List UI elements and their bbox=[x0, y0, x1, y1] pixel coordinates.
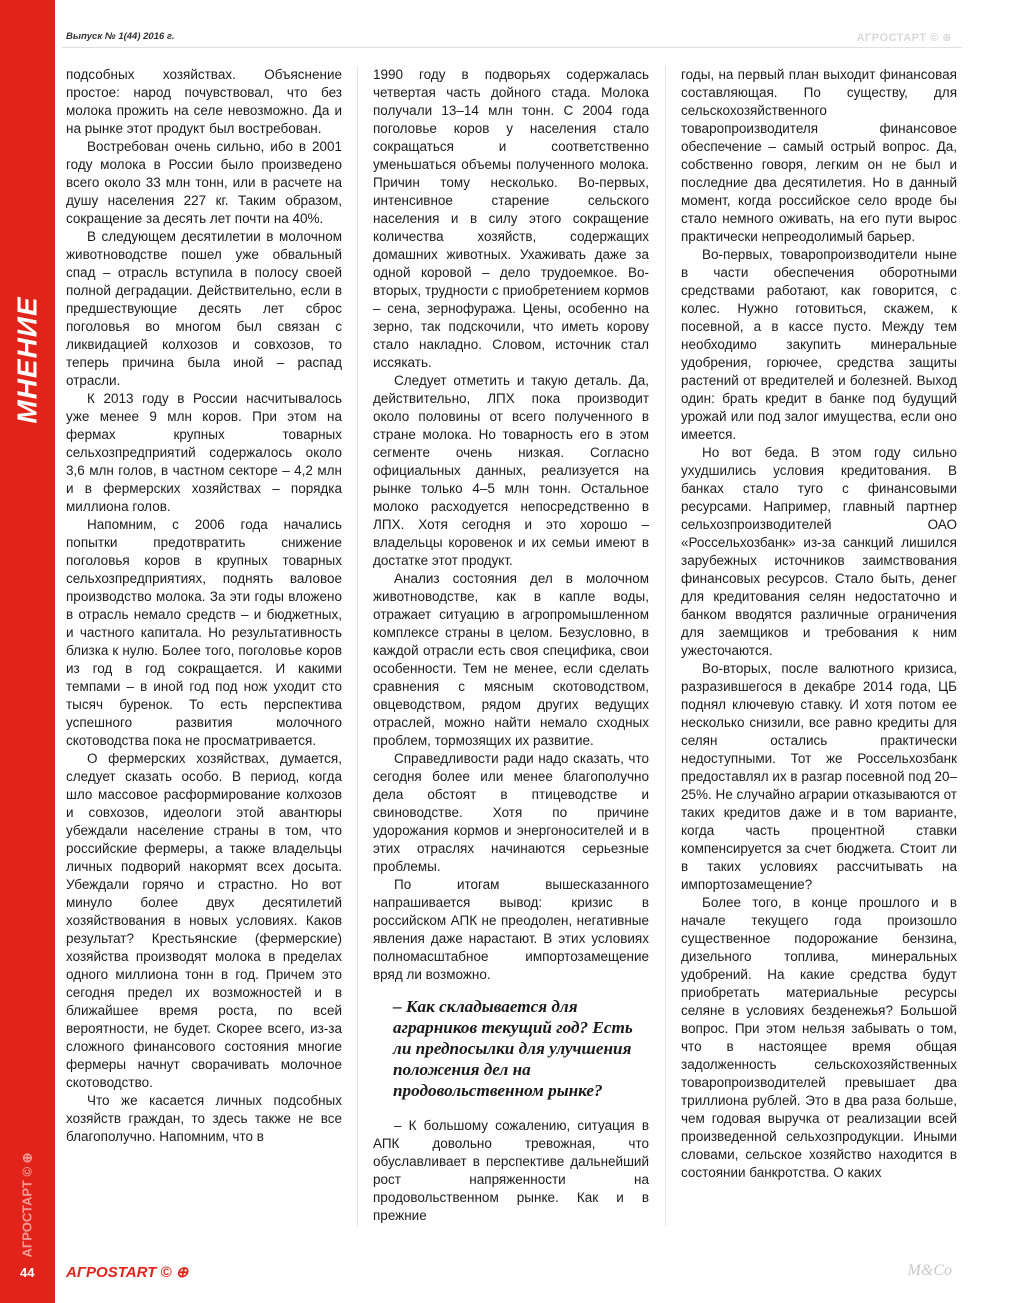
footer-signature: M&Co bbox=[907, 1262, 952, 1279]
footer-logo-part2: START © ⊕ bbox=[107, 1264, 189, 1281]
article-column-2 bbox=[373, 66, 649, 1225]
page-number: 44 bbox=[20, 1265, 35, 1280]
column-divider bbox=[357, 66, 358, 1226]
paragraph: Следует отметить и такую деталь. Да, действительно, ЛПХ пока производит около половины от всего полученного в стране молока. Но товарность его в этом сегменте очень низкая. Согласно официальных данных, реализуется на рынке только 4–5 млн тонн. Остальное молоко расходуется непосредственно в ЛПХ. Хотя сегодня и это хорошо – владельцы коровенок и их семьи имеют в достатке этот продукт. bbox=[373, 373, 649, 568]
header-divider bbox=[62, 47, 962, 48]
paragraph: Справедливости ради надо сказать, что сегодня более или менее благополучно дела обстоят в птицеводстве и свиноводстве. Хотя по причине удорожания кормов и энергоносителей и в этих отраслях начинаются серьезные проблемы. bbox=[373, 751, 649, 874]
paragraph: Напомним, с 2006 года начались попытки предотвратить снижение поголовья коров в крупных товарных сельхозпредприятиях, поднять валовое производство молока. За эти годы вложено в отрасль немало средств – и бюджетных, и частного капитала. Но результативность близка к нулю. Более того, поголовье коров из год в год сокращается. И какими темпами – в иной год под нож уходит сто тысяч буренок. То есть перспектива успешного развития молочного скотоводства пока не просматривается. bbox=[66, 517, 342, 748]
paragraph: К 2013 году в России насчитывалось уже менее 9 млн коров. При этом на фермах крупных товарных сельхозпредприятий содержалось около 3,6 млн голов, в частном секторе – 4,2 млн и в фермерских хозяйствах – порядка миллиона голов. bbox=[66, 391, 342, 514]
interview-question: – Как складывается для аграрников текущий год? Есть ли предпосылки для улучшения положения дел на продовольственном рынке? bbox=[393, 997, 633, 1100]
paragraph: подсобных хозяйствах. Объяснение простое: народ почувствовал, что без молока прожить на селе невозможно. Да и на рынке этот продукт был востребован. bbox=[66, 67, 342, 136]
paragraph: Востребован очень сильно, ибо в 2001 году молока в России было произведено всего около 33 млн тонн, или в расчете на душу населения 227 кг. Таким образом, сокращение за десять лет почти на 40%. bbox=[66, 139, 342, 226]
header-logo: АГРОСТАРТ © ⊕ bbox=[856, 32, 952, 44]
paragraph: В следующем десятилетии в молочном животноводстве пошел уже обвальный спад – отрасль вступила в полосу своей полной деградации. Действительно, если в предшествующие десять лет сброс поголовья во многом был связан с ликвидацией колхозов и совхозов, то теперь причина была иной – распад отрасли. bbox=[66, 229, 342, 388]
paragraph: О фермерских хозяйствах, думается, следует сказать особо. В период, когда шло массовое расформирование колхозов и совхозов, идеологи этой авантюры убеждали население страны в том, что российские фермеры, а также владельцы личных подворий накормят всех досыта. Убеждали горячо и страстно. Но вот минуло более двух десятилетий хозяйствования в новых условиях. Каков результат? Крестьянские (фермерские) хозяйства производят молока в пределах одного миллиона тонн в год. Причем это сегодня предел их возможностей и в ближайшее время роста, по всей вероятности, не будет. Скорее всего, из-за сложного финансового состояния многие фермеры начнут сворачивать молочное скотоводство. bbox=[66, 751, 342, 1090]
article-column-3 bbox=[681, 66, 957, 1182]
paragraph: Более того, в конце прошлого и в начале текущего года произошло существенное подорожание бензина, дизельного топлива, минеральных удобрений. На какие средства будут приобретать материальные ресурсы селяне в условиях безденежья? Большой вопрос. При этом нельзя забывать о том, что в настоящее время общая задолженность сельскохозяйственных товаропроизводителей превышает два триллиона рублей. Это в два раза больше, чем годовая выручка от реализации всей произведенной сельхозпродукции. Иными словами, сельское хозяйство находится в состоянии банкротства. О каких bbox=[681, 895, 957, 1180]
paragraph: Во-первых, товаропроизводители ныне в части обеспечения оборотными средствами работают, как говорится, с колес. Нужно готовиться, скажем, к посевной, а в кассе пусто. Между тем необходимо закупить минеральные удобрения, горючее, средства защиты растений от вредителей и болезней. Выход один: брать кредит в банке под будущий урожай или под залог имущества, если оно имеется. bbox=[681, 247, 957, 442]
article-column-1 bbox=[66, 66, 342, 1146]
section-color-bar bbox=[0, 0, 55, 1303]
paragraph: 1990 году в подворьях содержалась четвертая часть дойного стада. Молока получали 13–14 млн тонн. С 2004 года поголовье коров у населения стало сокращаться и соответственно уменьшаться объемы полученного молока. Причин тому несколько. Во-первых, интенсивное старение сельского населения и в силу этого сокращение количества хозяйств, содержащих домашних животных. Ухаживать даже за одной коровой – дело трудоемкое. Во-вторых, трудности с приобретением кормов – сена, зернофуража. Цены, особенно на зерно, так подскочили, что иметь корову стало накладно. Словом, источник стал иссякать. bbox=[373, 67, 649, 370]
side-logo: АГРОСТАРТ © ⊕ bbox=[20, 1152, 35, 1258]
section-label: МНЕНИЕ bbox=[12, 296, 44, 424]
footer-logo bbox=[66, 1263, 188, 1281]
paragraph: – К большому сожалению, ситуация в АПК довольно тревожная, что обуславливает в перспективе дальнейший рост напряженности на продовольственном рынке. Как и в прежние bbox=[373, 1118, 649, 1223]
paragraph: Что же касается личных подсобных хозяйств граждан, то здесь также не все благополучно. Напомним, что в bbox=[66, 1093, 342, 1144]
paragraph: Анализ состояния дел в молочном животноводстве, как в капле воды, отражает ситуацию в агропромышленном комплексе страны в целом. Безусловно, в каждой отрасли есть своя специфика, свои особенности. Тем не менее, если сделать сравнения с мясным скотоводством, овцеводством, рядом других ведущих отраслей, можно найти немало сходных проблем, тормозящих их развитие. bbox=[373, 571, 649, 748]
paragraph: годы, на первый план выходит финансовая составляющая. По существу, для сельскохозяйственного товаропроизводителя финансовое обеспечение – самый острый вопрос. Да, собственно говоря, легким он не был и последние два десятилетия. Но в данный момент, когда российское село вроде бы стало немного оживать, на его пути вырос практически непреодолимый барьер. bbox=[681, 67, 957, 244]
footer-logo-part1: АГРО bbox=[66, 1264, 108, 1281]
column-divider bbox=[665, 66, 666, 1226]
paragraph: Во-вторых, после валютного кризиса, разразившегося в декабре 2014 года, ЦБ поднял ключевую ставку. И хотя потом ее несколько снизили, все равно кредиты для селян остались практически недоступными. Тот же Россельхозбанк предоставлял их в разгар посевной под 20–25%. Не случайно аграрии отказываются от таких кредитов даже и в том варианте, когда часть процентной ставки компенсируется за счет бюджета. Стоит ли в таких условиях рассчитывать на импортозамещение? bbox=[681, 661, 957, 892]
paragraph: Но вот беда. В этом году сильно ухудшились условия кредитования. В банках стало туго с финансовыми ресурсами. Например, главный партнер сельхозпроизводителей ОАО «Россельхозбанк» из-за санкций лишился зарубежных источников заимствования финансовых ресурсов. Стало быть, денег для кредитования селян недостаточно и банком вводятся различные ограничения для заемщиков и требования к ним ужесточаются. bbox=[681, 445, 957, 658]
paragraph: По итогам вышесказанного напрашивается вывод: кризис в российском АПК не преодолен, негативные явления даже нарастают. В этих условиях полномасштабное импортозамещение вряд ли возможно. bbox=[373, 877, 649, 982]
issue-info: Выпуск № 1(44) 2016 г. bbox=[66, 31, 175, 42]
